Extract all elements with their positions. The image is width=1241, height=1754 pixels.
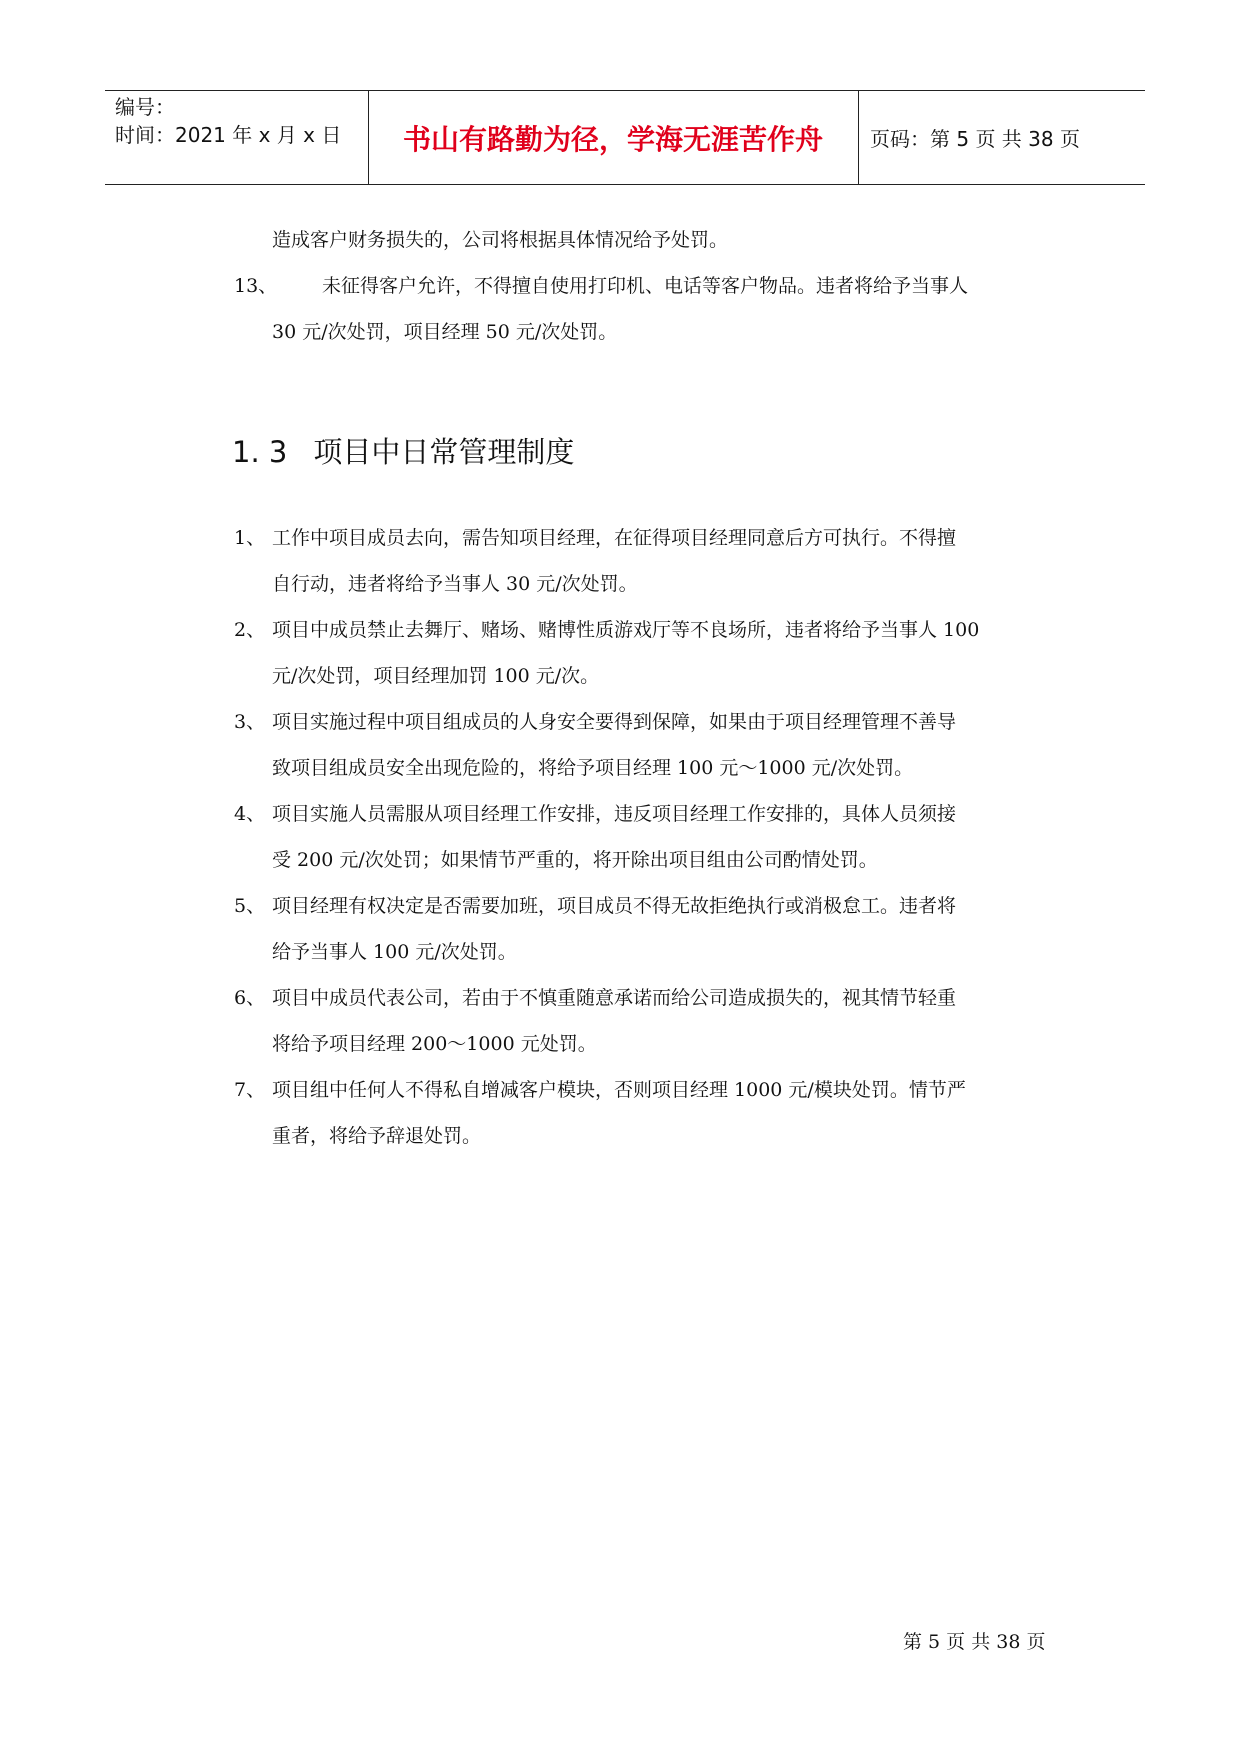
item-line1: 项目实施人员需服从项目经理工作安排，违反项目经理工作安排的，具体人员须接	[272, 803, 957, 825]
header-number-label: 编号：	[115, 95, 175, 119]
section-number: 1. 3	[232, 435, 288, 469]
header-motto: 书山有路勤为径，学海无涯苦作舟	[402, 122, 823, 156]
item-line2: 元/次处罚，项目经理加罚 100 元/次。	[272, 665, 600, 687]
item-line1: 工作中项目成员去向，需告知项目经理，在征得项目经理同意后方可执行。不得擅	[272, 527, 957, 549]
item-line1: 项目经理有权决定是否需要加班，项目成员不得无故拒绝执行或消极怠工。违者将	[272, 895, 957, 917]
item-13-number: 13、	[234, 275, 278, 297]
header-meta	[115, 93, 341, 149]
page-footer: 第 5 页 共 38 页	[903, 1631, 1046, 1653]
item-line2: 将给予项目经理 200～1000 元处罚。	[272, 1033, 597, 1055]
header-divider-right	[858, 91, 859, 184]
document-header	[105, 90, 1145, 185]
item-13-line2: 30 元/次处罚，项目经理 50 元/次处罚。	[272, 321, 618, 343]
item-number: 4、	[234, 803, 266, 825]
item-number: 3、	[234, 711, 266, 733]
header-time-label: 时间：2021 年 x 月 x 日	[115, 123, 342, 147]
item-line1: 项目组中任何人不得私自增减客户模块，否则项目经理 1000 元/模块处罚。情节严	[272, 1079, 966, 1101]
item-line2: 受 200 元/次处罚；如果情节严重的，将开除出项目组由公司酌情处罚。	[272, 849, 878, 871]
intro-continuation: 造成客户财务损失的，公司将根据具体情况给予处罚。	[272, 229, 729, 251]
item-line1: 项目实施过程中项目组成员的人身安全要得到保障，如果由于项目经理管理不善导	[272, 711, 957, 733]
header-page-label: 页码：第 5 页 共 38 页	[870, 127, 1080, 151]
item-line2: 重者，将给予辞退处罚。	[272, 1125, 482, 1147]
section-title: 项目中日常管理制度	[313, 435, 575, 469]
item-line2: 给予当事人 100 元/次处罚。	[272, 941, 517, 963]
item-line2: 自行动，违者将给予当事人 30 元/次处罚。	[272, 573, 638, 595]
section-heading	[232, 430, 574, 474]
item-number: 1、	[234, 527, 266, 549]
item-number: 2、	[234, 619, 266, 641]
item-line2: 致项目组成员安全出现危险的，将给予项目经理 100 元～1000 元/次处罚。	[272, 757, 914, 779]
item-line1: 项目中成员代表公司，若由于不慎重随意承诺而给公司造成损失的，视其情节轻重	[272, 987, 957, 1009]
item-number: 5、	[234, 895, 266, 917]
item-number: 6、	[234, 987, 266, 1009]
item-13-line1: 未征得客户允许，不得擅自使用打印机、电话等客户物品。违者将给予当事人	[322, 275, 969, 297]
item-number: 7、	[234, 1079, 266, 1101]
item-line1: 项目中成员禁止去舞厅、赌场、赌博性质游戏厅等不良场所，违者将给予当事人 100	[272, 619, 980, 641]
